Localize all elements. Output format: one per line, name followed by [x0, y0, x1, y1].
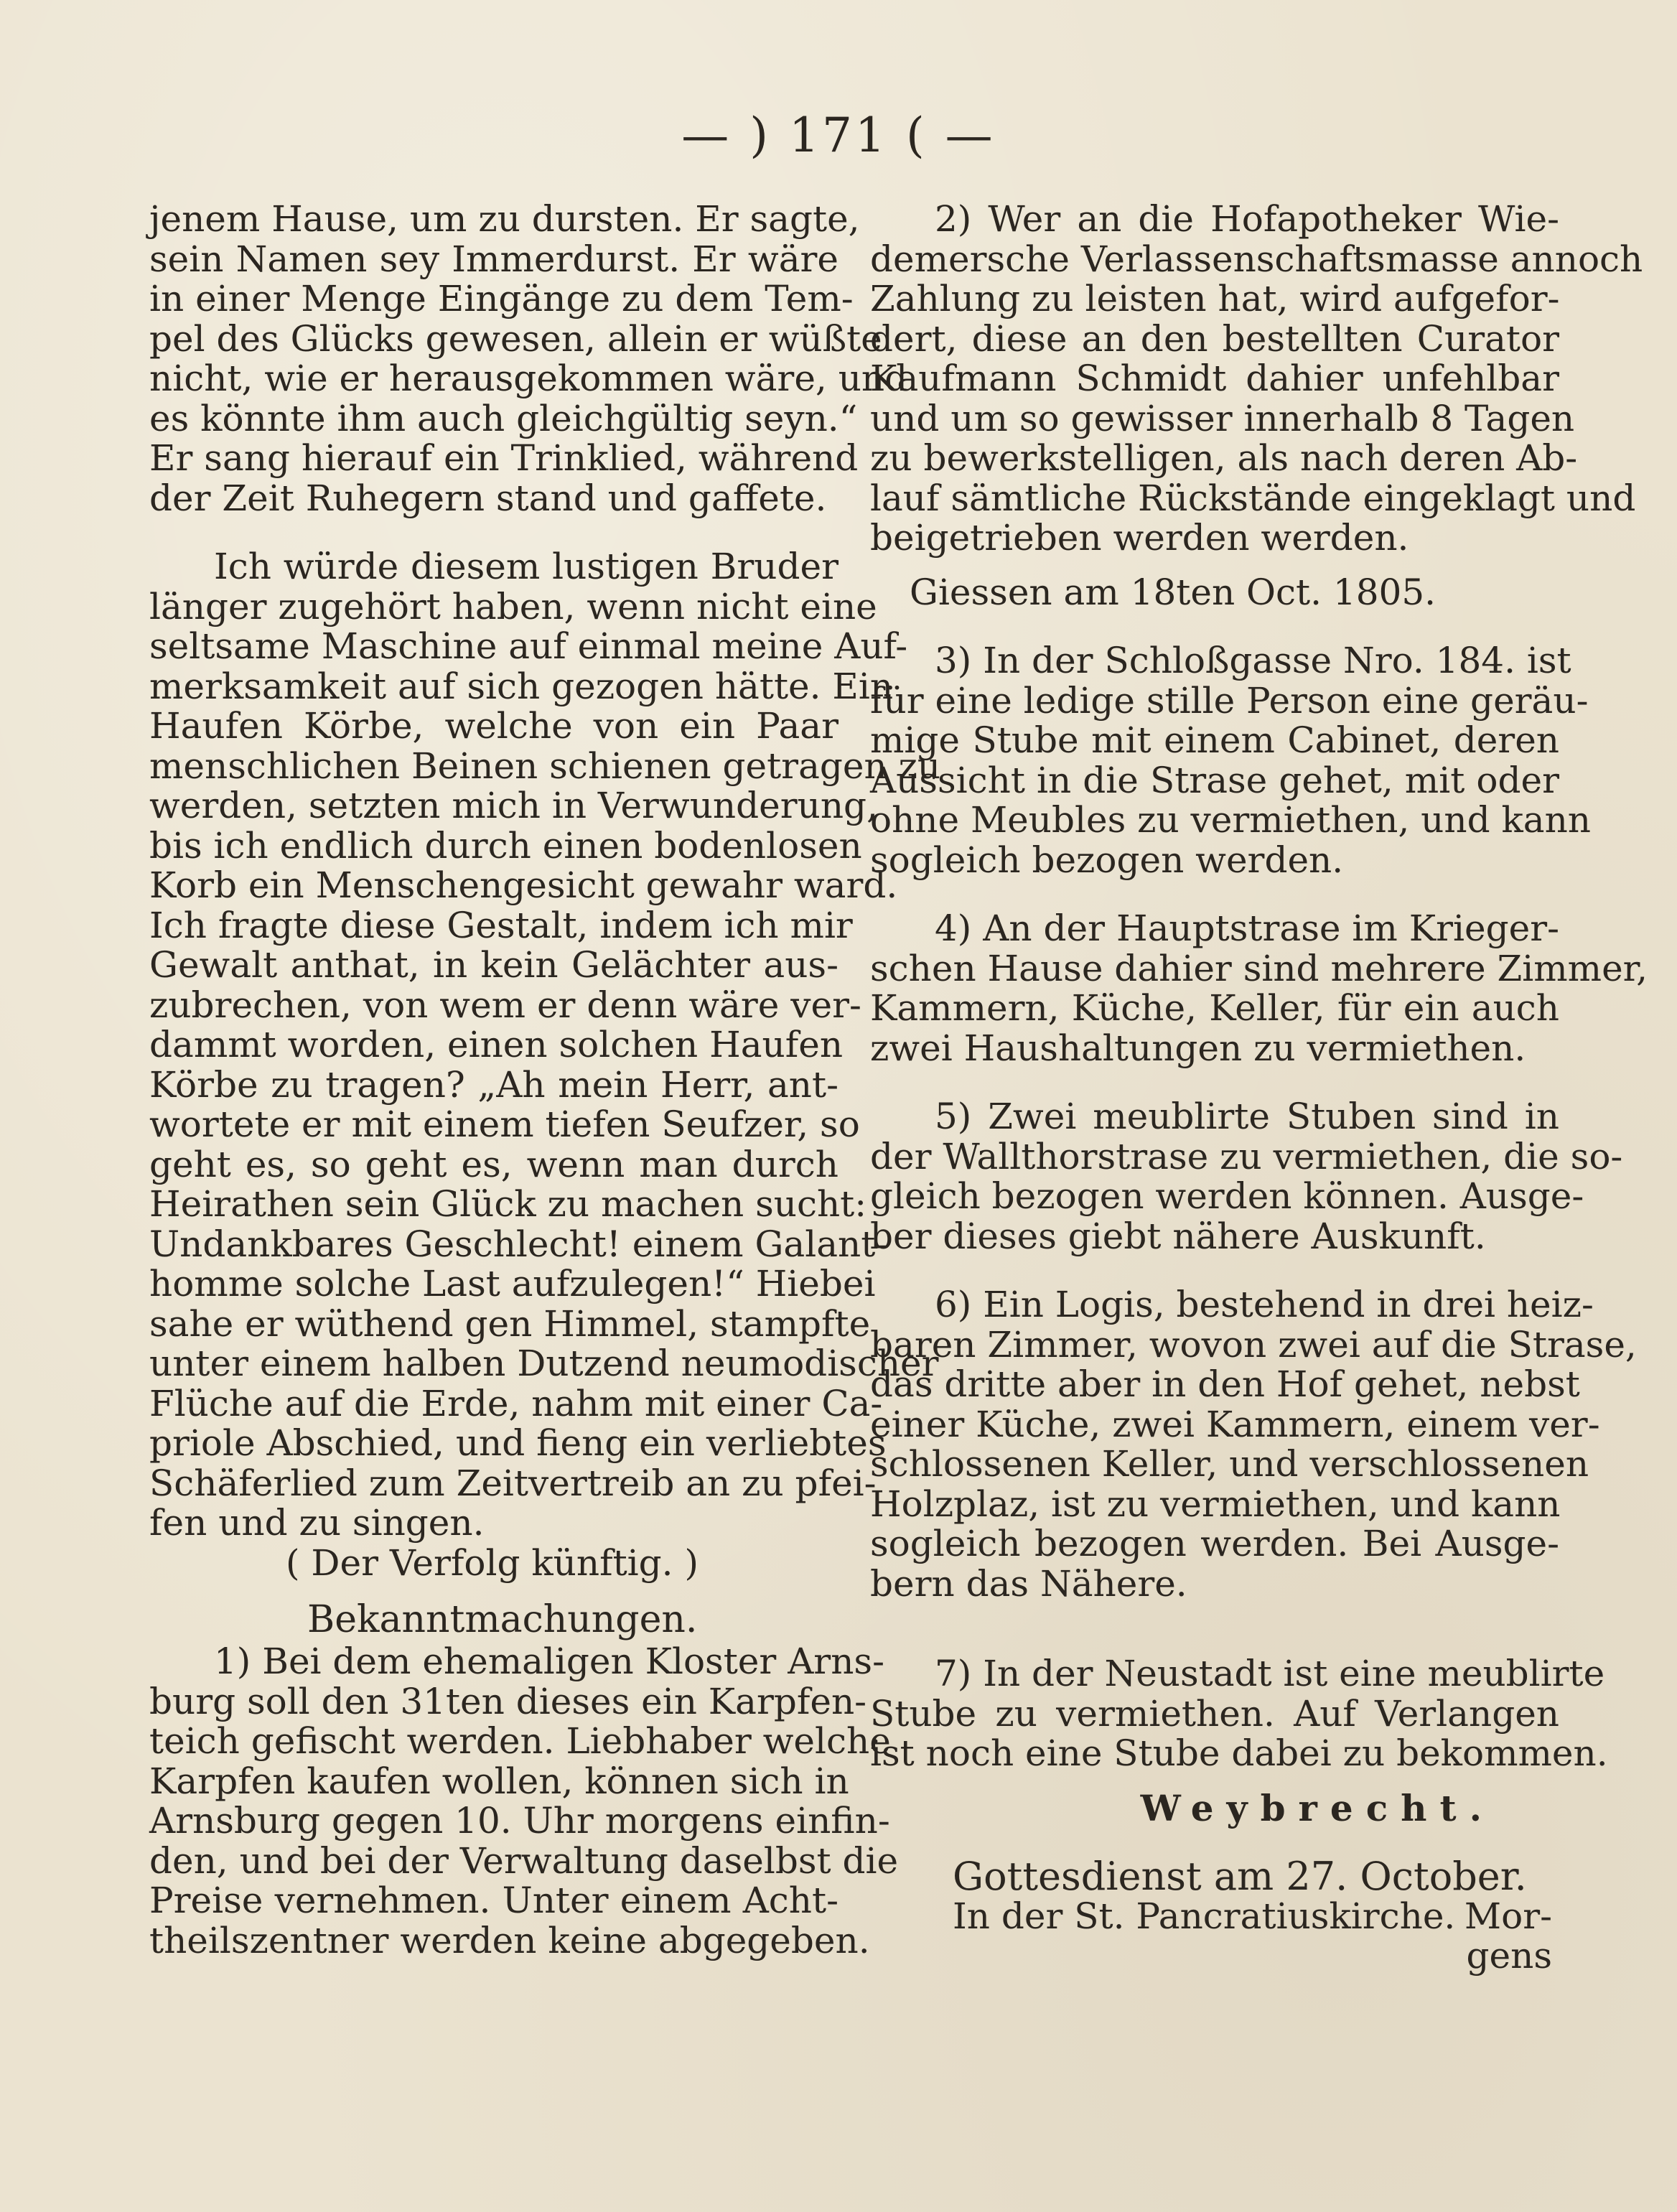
continued-note: ( Der Verfolg künftig. ) [286, 1541, 699, 1584]
text-line: 3) In der Schloßgasse Nro. 184. ist [935, 640, 1571, 681]
text-line: das dritte aber in den Hof gehet, nebst [870, 1363, 1580, 1405]
text-line: 2) Wer an die Hofapotheker Wie- [935, 198, 1559, 240]
text-line: pel des Glücks gewesen, allein er wüßte [149, 317, 882, 360]
text-line: priole Abschied, und fieng ein verliebtes [149, 1422, 887, 1464]
text-line: teich gefischt werden. Liebhaber welche [149, 1720, 891, 1762]
text-line: burg soll den 31ten dieses ein Karpfen- [149, 1680, 867, 1722]
text-line: Haufen Körbe, welche von ein Paar [149, 705, 838, 747]
text-line: dammt worden, einen solchen Haufen [149, 1024, 844, 1065]
text-line: Aussicht in die Strase gehet, mit oder [870, 759, 1559, 801]
text-line: Stube zu vermiethen. Auf Verlangen [870, 1692, 1559, 1735]
text-line: baren Zimmer, wovon zwei auf die Strase, [870, 1323, 1637, 1366]
service-line-end: Mor- [1464, 1895, 1552, 1937]
text-line: homme solche Last aufzulegen!“ Hiebei [149, 1263, 876, 1305]
text-line: Er sang hierauf ein Trinklied, während [149, 437, 859, 479]
text-line: der Wallthorstrase zu vermiethen, die so- [870, 1135, 1623, 1177]
service-line [870, 1897, 1559, 1937]
text-line: zwei Haushaltungen zu vermiethen. [870, 1027, 1526, 1069]
section-heading-bekanntmachungen: Bekanntmachungen. [307, 1598, 698, 1641]
text-line: Heirathen sein Glück zu machen sucht: [149, 1183, 867, 1225]
text-line: Undankbares Geschlecht! einem Galant- [149, 1223, 888, 1265]
notice-7 [870, 1653, 1608, 1774]
text-line: sahe er wüthend gen Himmel, stampfte [149, 1302, 871, 1345]
right-column [870, 198, 1648, 1977]
text-line: mige Stube mit einem Cabinet, deren [870, 719, 1559, 761]
text-line: sein Namen sey Immerdurst. Er wäre [149, 238, 838, 280]
text-line: Arnsburg gegen 10. Uhr morgens einfin- [149, 1800, 890, 1842]
page-number-header: — ) 171 ( — [681, 108, 996, 163]
date-line: Giessen am 18ten Oct. 1805. [910, 571, 1437, 613]
text-line: Karpfen kaufen wollen, können sich in [149, 1760, 849, 1802]
text-line: Flüche auf die Erde, nahm mit einer Ca- [149, 1382, 883, 1424]
notice-3 [870, 640, 1591, 881]
text-line: theilszentner werden keine abgegeben. [149, 1919, 870, 1961]
text-line: seltsame Maschine auf einmal meine Auf- [149, 625, 908, 667]
text-line: Zahlung zu leisten hat, wird aufgefor- [870, 278, 1560, 319]
text-line: Ich würde diesem lustigen Bruder [214, 546, 838, 587]
text-line: Holzplaz, ist zu vermiethen, und kann [870, 1483, 1561, 1525]
text-line: Kaufmann Schmidt dahier unfehlbar [870, 358, 1559, 399]
text-line: Korb ein Menschengesicht gewahr ward. [149, 864, 898, 906]
text-line: 4) An der Hauptstrase im Krieger- [935, 907, 1559, 949]
text-line: schlossenen Keller, und verschlossenen [870, 1443, 1589, 1485]
text-line: demersche Verlassenschaftsmasse annoch [870, 238, 1643, 280]
text-line: fen und zu singen. [149, 1502, 485, 1544]
text-line: der Zeit Ruhegern stand und gaffete. [149, 477, 827, 519]
text-line: schen Hause dahier sind mehrere Zimmer, [870, 947, 1648, 989]
text-line: bis ich endlich durch einen bodenlosen [149, 824, 862, 867]
text-line: für eine ledige stille Person eine geräu- [870, 679, 1589, 722]
text-line: Ich fragte diese Gestalt, indem ich mir [149, 904, 853, 946]
text-line: 5) Zwei meublirte Stuben sind in [935, 1096, 1559, 1137]
text-line: sogleich bezogen werden. [870, 839, 1344, 881]
catchword: gens [1466, 1935, 1552, 1977]
text-line: Körbe zu tragen? „Ah mein Herr, ant- [149, 1063, 838, 1106]
text-line: ohne Meubles zu vermiethen, und kann [870, 799, 1591, 841]
text-line: in einer Menge Eingänge zu dem Tem- [149, 278, 854, 319]
text-line: geht es, so geht es, wenn man durch [149, 1143, 838, 1185]
text-line: Gewalt anthat, in kein Gelächter aus- [149, 944, 838, 986]
text-line: lauf sämtliche Rückstände eingeklagt und [870, 477, 1636, 519]
text-line: dert, diese an den bestellten Curator [870, 317, 1559, 360]
text-line: Preise vernehmen. Unter einem Acht- [149, 1880, 838, 1921]
notice-1 [149, 1641, 899, 1961]
text-line: bern das Nähere. [870, 1562, 1187, 1605]
notice-5 [870, 1096, 1623, 1257]
text-line: 1) Bei dem ehemaligen Kloster Arns- [214, 1641, 884, 1682]
text-line: es könnte ihm auch gleichgültig seyn.“ [149, 397, 858, 439]
text-line: merksamkeit auf sich gezogen hätte. Ein [149, 665, 894, 707]
text-line: unter einem halben Dutzend neumodischer [149, 1343, 939, 1384]
notice-2 [870, 198, 1643, 559]
left-column [149, 198, 941, 1961]
text-line: zu bewerkstelligen, als nach deren Ab- [870, 437, 1578, 479]
service-line-text: In der St. Pancratiuskirche. [953, 1895, 1456, 1937]
text-line: ber dieses giebt nähere Auskunft. [870, 1215, 1486, 1257]
story-paragraph-1 [149, 198, 908, 519]
text-line: zubrechen, von wem er denn wäre ver- [149, 984, 861, 1026]
story-paragraph-2 [149, 546, 941, 1544]
text-line: einer Küche, zwei Kammern, einem ver- [870, 1403, 1600, 1445]
text-line: jenem Hause, um zu dursten. Er sagte, [149, 198, 860, 240]
text-line: länger zugehört haben, wenn nicht eine [149, 585, 877, 627]
text-line: wortete er mit einem tiefen Seufzer, so [149, 1103, 860, 1145]
notice-6 [870, 1284, 1637, 1605]
text-line: sogleich bezogen werden. Bei Ausge- [870, 1523, 1559, 1564]
notice-4 [870, 907, 1648, 1069]
text-line: Kammern, Küche, Keller, für ein auch [870, 987, 1559, 1029]
text-line: ist noch eine Stube dabei zu bekommen. [870, 1732, 1608, 1774]
text-line: gleich bezogen werden können. Ausge- [870, 1175, 1584, 1217]
text-line: nicht, wie er herausgekommen wäre, und [149, 358, 908, 399]
signature: Weybrecht. [1140, 1786, 1495, 1829]
section-heading-gottesdienst: Gottesdienst am 27. October. [953, 1854, 1527, 1899]
text-line: 7) In der Neustadt ist eine meublirte [935, 1653, 1605, 1694]
text-line: menschlichen Beinen schienen getragen zu [149, 745, 941, 787]
text-line: den, und bei der Verwaltung daselbst die [149, 1839, 899, 1882]
text-line: 6) Ein Logis, bestehend in drei heiz- [935, 1284, 1594, 1325]
text-line: werden, setzten mich in Verwunderung, [149, 785, 878, 826]
text-line: und um so gewisser innerhalb 8 Tagen [870, 397, 1575, 439]
text-line: Schäferlied zum Zeitvertreib an zu pfei- [149, 1462, 877, 1504]
text-line: beigetrieben werden werden. [870, 517, 1409, 559]
